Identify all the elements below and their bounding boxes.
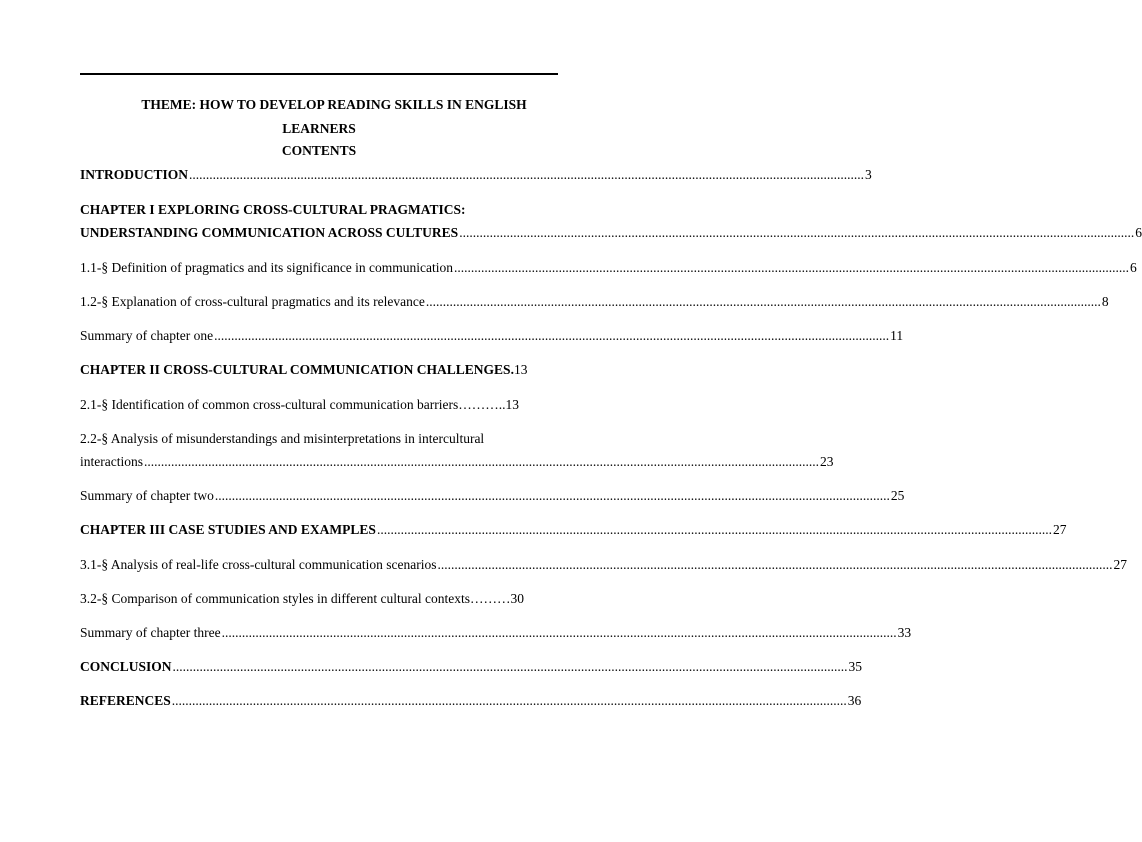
- toc-page-number: 23: [819, 454, 834, 469]
- toc-page-number: 25: [890, 488, 905, 503]
- dot-leader: ........................................................................................................................................................................................................: [376, 522, 1052, 537]
- toc-label: INTRODUCTION: [80, 167, 189, 182]
- toc-label: 3.2-§ Comparison of communication styles in different cultural contexts: [80, 591, 471, 606]
- toc-entry-2-2-line1[interactable]: 2.2-§ Analysis of misunderstandings and misinterpretations in intercultural: [80, 431, 485, 446]
- toc-page-number: 30: [510, 591, 525, 606]
- toc-entry-summary-three[interactable]: [80, 624, 912, 642]
- toc-page-number: 35: [848, 659, 863, 674]
- toc-entry-3-1[interactable]: [80, 556, 1128, 574]
- dot-leader: ........................................................................................................................................................................................................: [189, 167, 865, 182]
- toc-entry-introduction[interactable]: [80, 166, 872, 184]
- toc-entry-2-1[interactable]: [80, 396, 536, 414]
- toc-entry-2-2[interactable]: [80, 453, 834, 471]
- toc-entry-1-2[interactable]: [80, 293, 1109, 311]
- toc-page-number: 33: [897, 625, 912, 640]
- header-rule: [80, 73, 558, 75]
- toc-label: CHAPTER II CROSS-CULTURAL COMMUNICATION CHALLENGES.: [80, 362, 514, 377]
- toc-page-number: 3: [865, 167, 872, 182]
- dot-leader: ........................................................................................................................................................................................................: [221, 625, 897, 640]
- dot-leader: ………..: [458, 397, 506, 412]
- toc-label: 3.1-§ Analysis of real-life cross-cultural communication scenarios: [80, 557, 437, 572]
- toc-page-number: 36: [847, 693, 862, 708]
- dot-leader: ………: [470, 591, 511, 606]
- dot-leader: ........................................................................................................................................................................................................: [425, 294, 1101, 309]
- dot-leader: ........................................................................................................................................................................................................: [172, 659, 848, 674]
- dot-leader: ........................................................................................................................................................................................................: [459, 225, 1135, 240]
- dot-leader: ........................................................................................................................................................................................................: [171, 693, 847, 708]
- toc-page-number: 11: [890, 328, 904, 343]
- toc-page-number: 27: [1113, 557, 1128, 572]
- toc-entry-conclusion[interactable]: [80, 658, 863, 676]
- toc-page-number: 13: [505, 397, 520, 412]
- toc-entry-chapter3[interactable]: [80, 521, 1067, 539]
- toc-label: UNDERSTANDING COMMUNICATION ACROSS CULTURES: [80, 225, 459, 240]
- toc-label: 1.1-§ Definition of pragmatics and its significance in communication: [80, 260, 454, 275]
- dot-leader: ........................................................................................................................................................................................................: [437, 557, 1113, 572]
- dot-leader: ........................................................................................................................................................................................................: [214, 328, 890, 343]
- toc-entry-chapter1[interactable]: [80, 224, 1142, 242]
- toc-entry-3-2[interactable]: [80, 590, 536, 608]
- toc-entry-summary-two[interactable]: [80, 487, 905, 505]
- toc-page-number: 6: [1130, 260, 1137, 275]
- toc-page-number: 8: [1101, 294, 1109, 309]
- toc-entry-chapter1-line1[interactable]: CHAPTER I EXPLORING CROSS-CULTURAL PRAGMATICS:: [80, 202, 466, 217]
- toc-label: Summary of chapter one: [80, 328, 214, 343]
- dot-leader: ........................................................................................................................................................................................................: [143, 454, 819, 469]
- toc-label: Summary of chapter two: [80, 488, 214, 503]
- toc-entry-summary-one[interactable]: [80, 327, 904, 345]
- toc-label: interactions: [80, 454, 143, 469]
- dot-leader: ........................................................................................................................................................................................................: [454, 260, 1130, 275]
- toc-page-number: 6: [1135, 225, 1142, 240]
- toc-entry-1-1[interactable]: [80, 259, 1137, 277]
- toc-page-number: 13: [513, 362, 528, 377]
- toc-entry-references[interactable]: [80, 692, 862, 710]
- toc-page-number: 27: [1052, 522, 1067, 537]
- toc-label: 1.2-§ Explanation of cross-cultural pragmatics and its relevance: [80, 294, 425, 309]
- theme-title-line2: LEARNERS: [282, 121, 356, 136]
- theme-title-line1: THEME: HOW TO DEVELOP READING SKILLS IN ENGLISH: [141, 97, 527, 112]
- toc-label: 2.1-§ Identification of common cross-cultural communication barriers: [80, 397, 459, 412]
- contents-heading: CONTENTS: [281, 143, 357, 158]
- toc-label: CHAPTER III CASE STUDIES AND EXAMPLES: [80, 522, 376, 537]
- toc-entry-chapter2[interactable]: [80, 361, 558, 379]
- dot-leader: ........................................................................................................................................................................................................: [214, 488, 890, 503]
- toc-label: Summary of chapter three: [80, 625, 221, 640]
- toc-label: CONCLUSION: [80, 659, 172, 674]
- toc-label: REFERENCES: [80, 693, 171, 708]
